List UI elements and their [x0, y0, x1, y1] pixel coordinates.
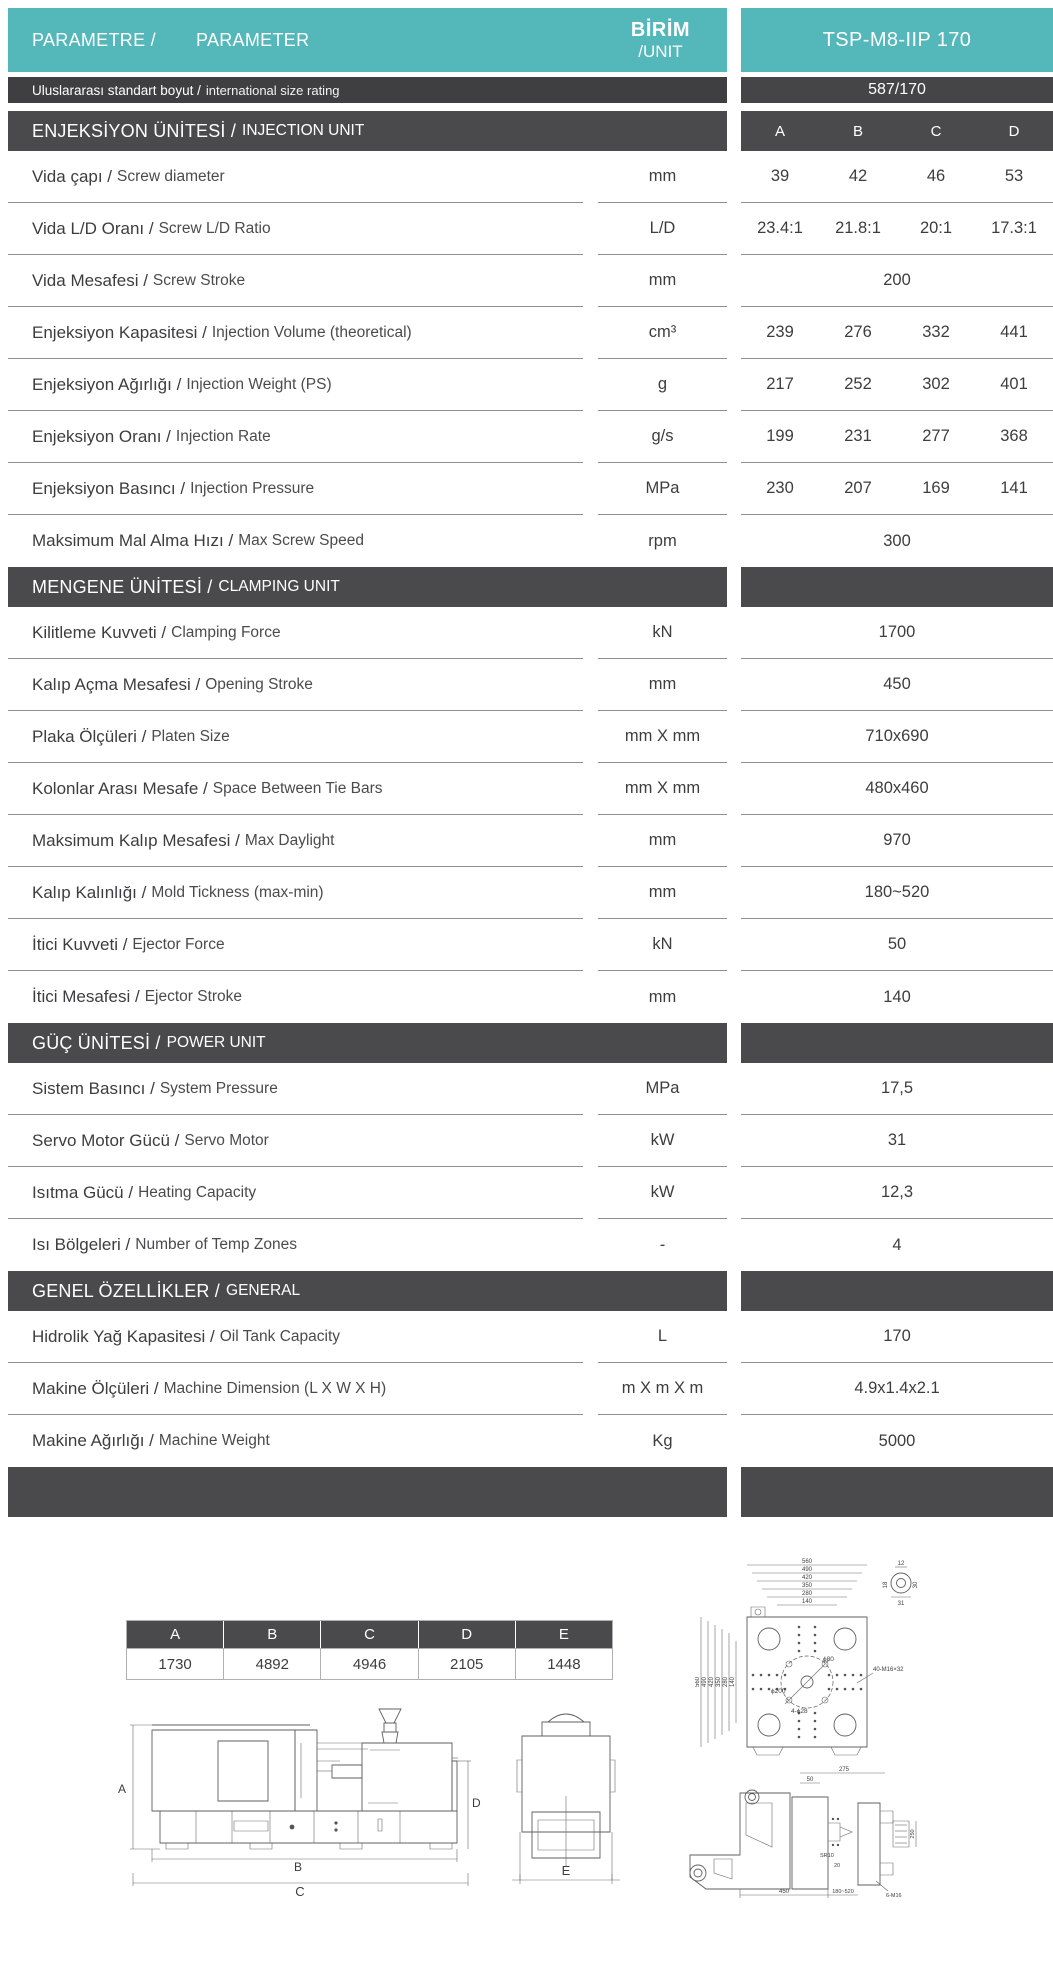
- clamping-detail-drawing: [680, 1763, 920, 1903]
- platen-corner-holes-label: 4-ϕ28: [791, 1708, 808, 1715]
- section-bar: [8, 1023, 1053, 1063]
- row-label-en: Injection Weight (PS): [186, 375, 332, 393]
- row-label-en: Screw Stroke: [152, 271, 246, 289]
- row-label-en: Number of Temp Zones: [135, 1236, 297, 1253]
- dimension-table-header-cell: A: [127, 1621, 224, 1648]
- platen-dimensions-drawing: [695, 1555, 925, 1760]
- spec-row: [8, 515, 1053, 567]
- row-unit: mm: [598, 151, 727, 203]
- row-values: [741, 307, 1053, 359]
- row-value: 50: [887, 935, 907, 953]
- section-bar-right: [741, 1271, 1053, 1311]
- platen-vdim: 560: [695, 1676, 701, 1688]
- row-values: [741, 867, 1053, 919]
- clamp-radius-label: SR10: [820, 1853, 834, 1859]
- section-bar: [8, 567, 1053, 607]
- spec-row: [8, 359, 1053, 411]
- row-label: [8, 1363, 583, 1415]
- row-label: [8, 711, 583, 763]
- row-unit: MPa: [598, 1063, 727, 1115]
- row-label: [8, 1115, 583, 1167]
- row-label-en: Machine Weight: [158, 1432, 270, 1449]
- row-value: 141: [1000, 479, 1028, 497]
- row-label-en: Platen Size: [151, 727, 230, 745]
- platen-vdim: 280: [723, 1676, 729, 1688]
- platen-hdim: 490: [801, 1567, 813, 1573]
- row-label-tr: Maksimum Kalıp Mesafesi /: [32, 830, 240, 850]
- row-values: [741, 411, 1053, 463]
- row-unit: -: [659, 1235, 666, 1254]
- spec-row: [8, 607, 1053, 659]
- spec-row: [8, 971, 1053, 1023]
- spec-row: [8, 255, 1053, 307]
- platen-detail-bottom: 31: [897, 1601, 905, 1607]
- row-label-tr: İtici Mesafesi /: [32, 987, 140, 1006]
- spec-sections: [0, 111, 1053, 1467]
- spec-row: [8, 763, 1053, 815]
- platen-hdim: 280: [801, 1591, 813, 1597]
- section-title: [8, 1023, 727, 1063]
- platen-detail-right: 30: [913, 1581, 919, 1589]
- row-value: 180~520: [864, 883, 930, 901]
- spec-row: [8, 411, 1053, 463]
- platen-vdim: 140: [730, 1676, 736, 1688]
- row-label-tr: Isıtma Gücü /: [32, 1182, 134, 1202]
- dim-label-e: E: [561, 1863, 571, 1878]
- row-value: 20:1: [919, 219, 953, 237]
- row-label-tr: Hidrolik Yağ Kapasitesi /: [32, 1326, 215, 1346]
- row-value: 42: [848, 167, 868, 185]
- row-value: 480x460: [865, 779, 929, 797]
- model-name: TSP-M8-IIP 170: [741, 8, 1053, 72]
- row-values: [741, 1311, 1053, 1363]
- row-label-en: Space Between Tie Bars: [212, 779, 383, 797]
- row-label-tr: Kalıp Kalınlığı /: [32, 882, 147, 902]
- row-label: [8, 1063, 583, 1115]
- row-label: [8, 1415, 583, 1467]
- spec-row: [8, 919, 1053, 971]
- clamp-dim-50: 50: [806, 1777, 814, 1783]
- row-label: [8, 971, 583, 1023]
- dim-label-a: A: [118, 1782, 127, 1796]
- row-value: 170: [883, 1327, 911, 1345]
- spec-row: [8, 1063, 1053, 1115]
- row-value: 710x690: [865, 727, 929, 745]
- row-value: 199: [766, 427, 794, 445]
- dimension-table-header-cell: B: [224, 1621, 321, 1648]
- row-label-tr: Kolonlar Arası Mesafe /: [32, 778, 208, 798]
- unit-column-title: BİRİM /UNIT: [630, 18, 691, 61]
- platen-vdim: 350: [716, 1676, 722, 1688]
- row-label-tr: Vida çapı /: [32, 166, 113, 186]
- spec-row: [8, 1415, 1053, 1467]
- spec-row: [8, 1219, 1053, 1271]
- section-title-en: INJECTION UNIT: [242, 122, 365, 139]
- dimension-table-header: [127, 1621, 612, 1648]
- row-label: [8, 867, 583, 919]
- row-unit: mm X mm: [598, 711, 727, 763]
- row-label-tr: Isı Bölgeleri /: [32, 1235, 131, 1254]
- row-value: 21.8:1: [835, 219, 881, 237]
- dimension-table-header-cell: C: [321, 1621, 418, 1648]
- row-unit: cm³: [598, 307, 727, 359]
- spec-row: [8, 711, 1053, 763]
- size-rating-value: 587/170: [741, 77, 1053, 103]
- row-label-en: Max Daylight: [244, 831, 335, 849]
- size-rating-label: Uluslararası standart boyut / international size rating: [8, 77, 727, 103]
- row-value: 169: [922, 479, 950, 497]
- row-unit: mm: [598, 867, 727, 919]
- row-label-en: Opening Stroke: [205, 675, 313, 693]
- row-label-en: Oil Tank Capacity: [219, 1327, 341, 1345]
- row-label-tr: Enjeksiyon Oranı /: [32, 426, 171, 446]
- row-unit: Kg: [652, 1431, 673, 1450]
- platen-vdim: 420: [709, 1676, 715, 1688]
- spec-row: [8, 307, 1053, 359]
- platen-vdim: 490: [702, 1676, 708, 1688]
- section-title-en: POWER UNIT: [166, 1034, 266, 1051]
- section-title-tr: GÜÇ ÜNİTESİ /: [32, 1032, 161, 1053]
- row-label: [8, 1219, 583, 1271]
- row-value: 17.3:1: [991, 219, 1037, 237]
- dimension-table-values: [127, 1648, 612, 1679]
- row-label: [8, 255, 583, 307]
- row-unit: mm: [598, 255, 727, 307]
- footer-bar: [8, 1467, 1053, 1517]
- spec-row: [8, 815, 1053, 867]
- row-values: [741, 1219, 1053, 1271]
- spec-row: [8, 867, 1053, 919]
- row-values: [741, 359, 1053, 411]
- size-rating-row: [8, 77, 1053, 103]
- dimension-table-value-cell: 2105: [419, 1648, 516, 1679]
- row-label-tr: İtici Kuvveti /: [32, 934, 128, 954]
- row-value: 401: [1000, 375, 1028, 393]
- row-label-en: Max Screw Speed: [238, 532, 364, 549]
- row-label: [8, 515, 583, 567]
- column-header: D: [1008, 122, 1020, 140]
- dimension-table-header-cell: D: [419, 1621, 516, 1648]
- row-value: 332: [922, 323, 950, 341]
- row-values: [741, 203, 1053, 255]
- platen-hdim: 350: [801, 1583, 813, 1589]
- row-unit: mm: [598, 659, 727, 711]
- dimension-table-value-cell: 1448: [516, 1648, 612, 1679]
- row-label-en: Injection Pressure: [190, 479, 315, 497]
- section-title: [8, 111, 727, 151]
- platen-center-circle-label: ϕ200: [771, 1688, 786, 1695]
- row-label: [8, 411, 583, 463]
- section-title-tr: GENEL ÖZELLİKLER /: [32, 1280, 221, 1301]
- row-value: 46: [926, 167, 946, 185]
- row-value: 276: [844, 323, 872, 341]
- dimension-table-value-cell: 4892: [224, 1648, 321, 1679]
- platen-hdim: 140: [801, 1599, 813, 1605]
- clamp-dim-20: 20: [834, 1863, 841, 1869]
- spec-row: [8, 463, 1053, 515]
- clamp-bolts-label: 6-M16: [886, 1893, 902, 1899]
- spec-row: [8, 203, 1053, 255]
- row-label-en: Mold Tickness (max-min): [151, 883, 324, 901]
- row-label-en: Heating Capacity: [138, 1183, 257, 1201]
- row-value: 39: [770, 167, 790, 185]
- row-value: 140: [883, 987, 911, 1006]
- row-value: 441: [1000, 323, 1028, 341]
- row-label: [8, 763, 583, 815]
- section-title-en: CLAMPING UNIT: [218, 578, 340, 595]
- row-label-tr: Servo Motor Gücü /: [32, 1130, 180, 1150]
- section-bar-right: [741, 1023, 1053, 1063]
- row-label: [8, 151, 583, 203]
- row-unit: mm: [598, 815, 727, 867]
- spec-row: [8, 659, 1053, 711]
- row-label-tr: Vida Mesafesi /: [32, 270, 148, 290]
- column-header: B: [852, 122, 863, 140]
- platen-detail-width: 12: [897, 1561, 905, 1567]
- row-label: [8, 607, 583, 659]
- row-label-en: Ejector Stroke: [144, 988, 243, 1005]
- row-value: 300: [883, 531, 911, 550]
- row-label-en: Screw L/D Ratio: [158, 219, 271, 237]
- row-value: 4.9x1.4x2.1: [854, 1379, 940, 1397]
- row-unit: g/s: [598, 411, 727, 463]
- clamp-dim-275: 275: [838, 1767, 850, 1773]
- row-unit: kW: [598, 1167, 727, 1219]
- table-header-left: [8, 8, 727, 72]
- section-title-tr: MENGENE ÜNİTESİ /: [32, 576, 213, 597]
- platen-hdim: 560: [801, 1559, 813, 1565]
- spec-row: [8, 1311, 1053, 1363]
- clamp-dim-450: 450: [778, 1889, 790, 1895]
- row-label-tr: Enjeksiyon Ağırlığı /: [32, 374, 182, 394]
- row-unit: mm X mm: [598, 763, 727, 815]
- section-title: [8, 1271, 727, 1311]
- row-label-tr: Kalıp Açma Mesafesi /: [32, 674, 201, 694]
- row-value: 4: [892, 1235, 902, 1254]
- row-value: 230: [766, 479, 794, 497]
- section-bar-right: [741, 567, 1053, 607]
- row-label: [8, 463, 583, 515]
- row-value: 252: [844, 375, 872, 393]
- row-value: 17,5: [880, 1079, 914, 1097]
- row-label-tr: Maksimum Mal Alma Hızı /: [32, 531, 234, 550]
- row-value: 200: [883, 271, 911, 289]
- row-value: 1700: [878, 623, 916, 641]
- table-header: [8, 8, 1053, 72]
- column-header: A: [774, 122, 785, 140]
- row-label-tr: Makine Ağırlığı /: [32, 1431, 154, 1450]
- row-label-en: Servo Motor: [184, 1131, 269, 1149]
- row-unit: g: [598, 359, 727, 411]
- machine-dimension-table: [126, 1620, 613, 1680]
- row-values: [741, 1115, 1053, 1167]
- row-unit: kN: [598, 607, 727, 659]
- row-label-tr: Makine Ölçüleri /: [32, 1378, 159, 1398]
- dim-label-c: C: [295, 1884, 305, 1898]
- row-label: [8, 659, 583, 711]
- row-label-tr: Enjeksiyon Kapasitesi /: [32, 322, 207, 342]
- row-values: [741, 919, 1053, 971]
- dimension-table-value-cell: 4946: [321, 1648, 418, 1679]
- row-label-tr: Sistem Basıncı /: [32, 1078, 155, 1098]
- row-values: [741, 815, 1053, 867]
- section-title: [8, 567, 727, 607]
- row-label: [8, 815, 583, 867]
- row-label-tr: Vida L/D Oranı /: [32, 218, 154, 238]
- row-label-en: Injection Volume (theoretical): [211, 323, 412, 341]
- parameter-column-title: PARAMETRE / PARAMETER: [32, 29, 310, 50]
- row-label-en: Ejector Force: [132, 935, 225, 953]
- row-unit: L: [598, 1311, 727, 1363]
- section-bar: [8, 111, 1053, 151]
- platen-hdim: 420: [801, 1575, 813, 1581]
- row-values: [741, 1363, 1053, 1415]
- row-label: [8, 359, 583, 411]
- spec-row: [8, 1167, 1053, 1219]
- row-values: [741, 151, 1053, 203]
- platen-detail-left: 18: [883, 1581, 889, 1589]
- row-label: [8, 1311, 583, 1363]
- clamp-dim-mold: 180~520: [832, 1889, 854, 1895]
- row-value: 207: [844, 479, 872, 497]
- row-values: [741, 711, 1053, 763]
- footer-bar-right: [741, 1467, 1053, 1517]
- row-value: 277: [922, 427, 950, 445]
- row-unit: MPa: [598, 463, 727, 515]
- row-values: [741, 515, 1053, 567]
- row-value: 12,3: [880, 1183, 914, 1201]
- row-value: 450: [883, 675, 911, 693]
- row-unit: m X m X m: [598, 1363, 727, 1415]
- row-values: [741, 1063, 1053, 1115]
- row-values: [741, 1167, 1053, 1219]
- platen-bolt-circle-label: ϕ80: [823, 1656, 834, 1663]
- clamp-dim-250: 250: [910, 1829, 916, 1839]
- dimension-table-header-cell: E: [516, 1621, 612, 1648]
- row-label-en: Injection Rate: [175, 427, 271, 445]
- section-bar: [8, 1271, 1053, 1311]
- row-label: [8, 919, 583, 971]
- row-value: 53: [1004, 167, 1024, 185]
- row-label-tr: Enjeksiyon Basıncı /: [32, 478, 186, 498]
- machine-front-view-drawing: [492, 1700, 642, 1900]
- row-label-en: System Pressure: [159, 1079, 278, 1097]
- spec-row: [8, 1115, 1053, 1167]
- machine-side-view-drawing: [100, 1703, 495, 1898]
- row-unit: L/D: [598, 203, 727, 255]
- column-header: C: [930, 122, 942, 140]
- row-value: 217: [766, 375, 794, 393]
- row-values: [741, 659, 1053, 711]
- spec-row: [8, 1363, 1053, 1415]
- row-values: [741, 1415, 1053, 1467]
- row-unit: rpm: [648, 531, 677, 550]
- section-title-en: GENERAL: [226, 1282, 301, 1299]
- row-unit: mm: [648, 987, 677, 1006]
- row-value: 302: [922, 375, 950, 393]
- spec-row: [8, 151, 1053, 203]
- row-label-en: Clamping Force: [171, 623, 281, 641]
- platen-tapped-holes-label: 40-M16×32: [873, 1667, 904, 1673]
- row-label: [8, 307, 583, 359]
- row-label-tr: Plaka Ölçüleri /: [32, 726, 147, 746]
- row-values: [741, 763, 1053, 815]
- row-value: 368: [1000, 427, 1028, 445]
- row-value: 23.4:1: [757, 219, 803, 237]
- row-unit: kW: [598, 1115, 727, 1167]
- row-label-en: Machine Dimension (L X W X H): [163, 1379, 387, 1397]
- row-label-tr: Kilitleme Kuvveti /: [32, 622, 167, 642]
- dim-label-d: D: [472, 1796, 481, 1810]
- row-values: [741, 255, 1053, 307]
- row-value: 231: [844, 427, 872, 445]
- row-label: [8, 203, 583, 255]
- section-title-tr: ENJEKSİYON ÜNİTESİ /: [32, 120, 237, 141]
- footer-bar-left: [8, 1467, 727, 1517]
- row-value: 239: [766, 323, 794, 341]
- row-value: 5000: [878, 1431, 916, 1450]
- dim-label-b: B: [293, 1860, 303, 1874]
- row-value: 31: [887, 1131, 907, 1149]
- row-value: 970: [883, 831, 911, 849]
- row-label-en: Screw diameter: [117, 167, 225, 185]
- dimension-table-value-cell: 1730: [127, 1648, 224, 1679]
- row-unit: kN: [598, 919, 727, 971]
- row-label: [8, 1167, 583, 1219]
- row-values: [741, 463, 1053, 515]
- row-values: [741, 607, 1053, 659]
- column-header-row: [741, 111, 1053, 151]
- row-values: [741, 971, 1053, 1023]
